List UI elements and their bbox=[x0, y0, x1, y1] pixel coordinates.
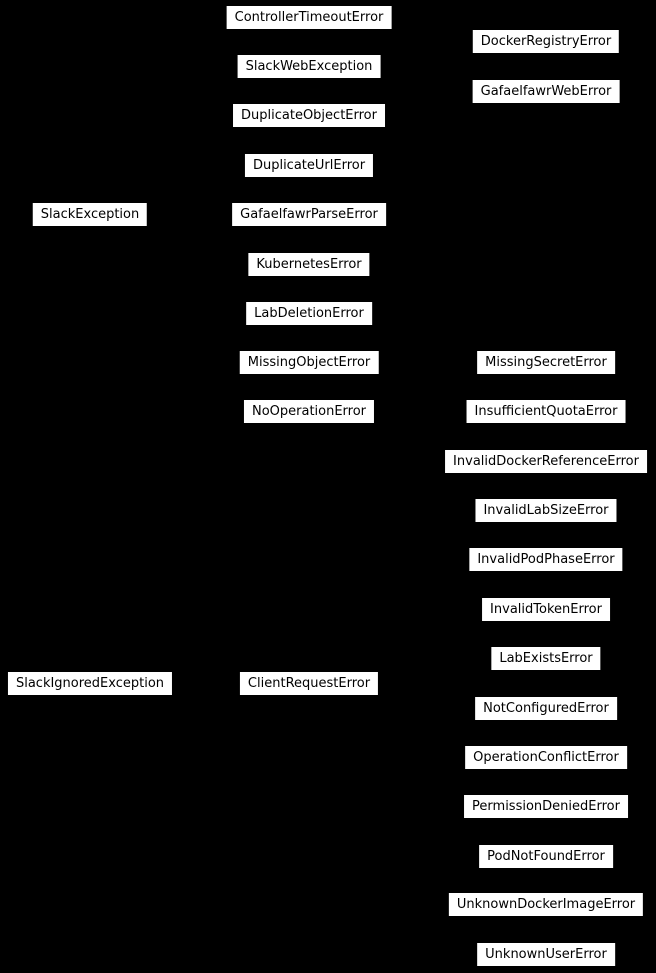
node-insufficient-quota-error[interactable]: InsufficientQuotaError bbox=[467, 400, 626, 423]
node-invalid-lab-size-error[interactable]: InvalidLabSizeError bbox=[475, 499, 616, 522]
node-kubernetes-error[interactable]: KubernetesError bbox=[248, 253, 369, 276]
node-gafaelfawr-parse-error[interactable]: GafaelfawrParseError bbox=[232, 203, 386, 226]
node-invalid-pod-phase-error[interactable]: InvalidPodPhaseError bbox=[469, 548, 622, 571]
node-duplicate-object-error[interactable]: DuplicateObjectError bbox=[233, 104, 385, 127]
node-slack-web-exception[interactable]: SlackWebException bbox=[238, 55, 381, 78]
node-pod-not-found-error[interactable]: PodNotFoundError bbox=[479, 845, 613, 868]
node-lab-exists-error[interactable]: LabExistsError bbox=[491, 647, 600, 670]
node-controller-timeout-error[interactable]: ControllerTimeoutError bbox=[227, 6, 392, 29]
node-invalid-token-error[interactable]: InvalidTokenError bbox=[482, 598, 610, 621]
node-lab-deletion-error[interactable]: LabDeletionError bbox=[246, 302, 372, 325]
node-no-operation-error[interactable]: NoOperationError bbox=[244, 400, 374, 423]
node-missing-secret-error[interactable]: MissingSecretError bbox=[477, 351, 615, 374]
node-unknown-user-error[interactable]: UnknownUserError bbox=[477, 943, 615, 966]
node-client-request-error[interactable]: ClientRequestError bbox=[240, 672, 378, 695]
node-docker-registry-error[interactable]: DockerRegistryError bbox=[473, 30, 619, 53]
node-operation-conflict-error[interactable]: OperationConflictError bbox=[465, 746, 627, 769]
node-gafaelfawr-web-error[interactable]: GafaelfawrWebError bbox=[473, 80, 620, 103]
node-duplicate-url-error[interactable]: DuplicateUrlError bbox=[245, 154, 373, 177]
node-permission-denied-error[interactable]: PermissionDeniedError bbox=[464, 795, 628, 818]
node-not-configured-error[interactable]: NotConfiguredError bbox=[475, 697, 617, 720]
node-invalid-docker-reference-error[interactable]: InvalidDockerReferenceError bbox=[445, 450, 647, 473]
node-missing-object-error[interactable]: MissingObjectError bbox=[240, 351, 379, 374]
node-slack-exception[interactable]: SlackException bbox=[33, 203, 147, 226]
node-unknown-docker-image-error[interactable]: UnknownDockerImageError bbox=[449, 893, 643, 916]
node-slack-ignored-exception[interactable]: SlackIgnoredException bbox=[8, 672, 172, 695]
